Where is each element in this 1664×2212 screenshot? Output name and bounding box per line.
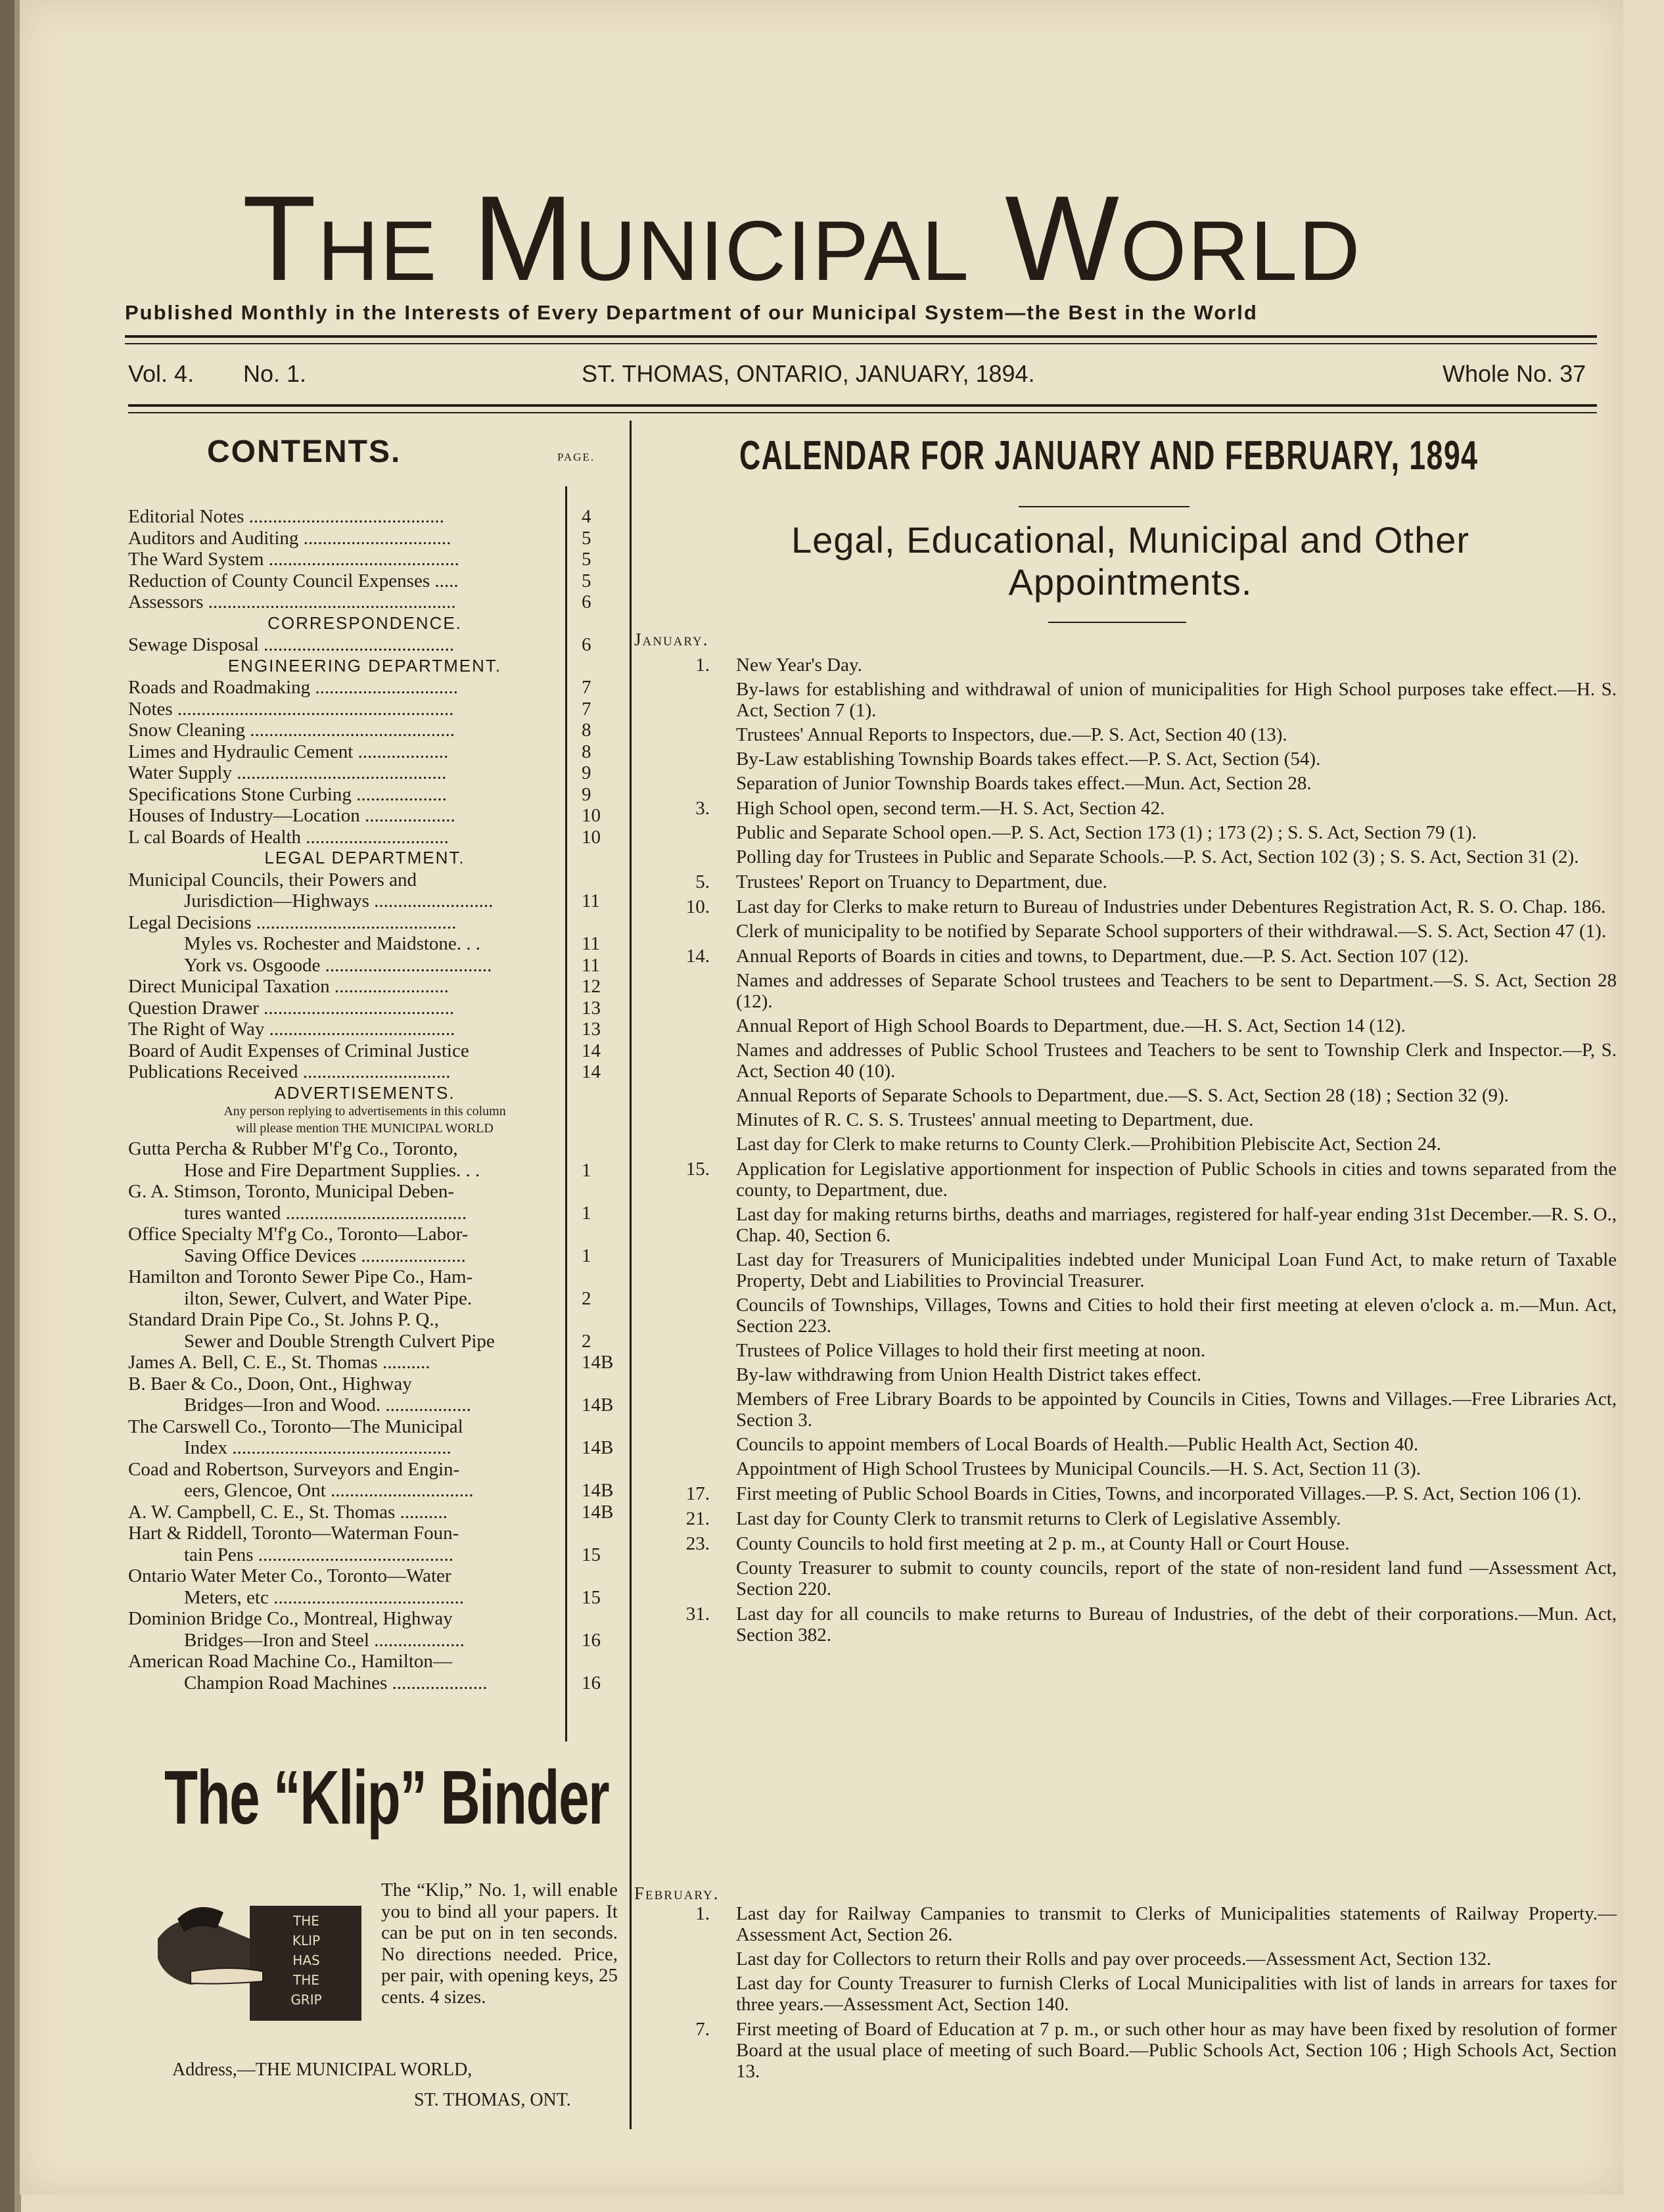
january-appointment: Separation of Junior Township Boards takes effect.—Mun. Act, Section 28. — [736, 773, 1312, 794]
contents-note: Any person replying to advertisements in this column — [223, 1104, 506, 1118]
february-entry — [683, 2019, 1617, 2082]
contents-entry-text: Snow Cleaning ........................................... — [128, 720, 455, 741]
contents-entry-text: Office Specialty M'f'g Co., Toronto—Labor- — [128, 1224, 469, 1245]
january-day: 23. — [685, 1533, 710, 1554]
january-appointment: High School open, second term.—H. S. Act, Section 42. — [736, 798, 1165, 819]
calendar-subtitle-line1: Legal, Educational, Municipal and Other — [791, 519, 1470, 561]
january-appointment: Trustees of Police Villages to hold their first meeting at noon. — [736, 1340, 1206, 1361]
contents-entry-page: 14B — [582, 1437, 614, 1458]
contents-entry-text: Legal Decisions .......................................... — [128, 911, 457, 933]
january-appointment: Names and addresses of Separate School trustees and Teachers to be sent to Department.—S. S. Act, Section 28 (12). — [736, 970, 1617, 1012]
contents-row — [128, 762, 601, 784]
contents-entry-page: 15 — [582, 1586, 601, 1608]
contents-row — [128, 1138, 601, 1160]
contents-entry-text: Reduction of County Council Expenses ..... — [128, 570, 459, 591]
contents-row — [128, 1373, 601, 1395]
contents-entry-page: 1 — [582, 1159, 591, 1181]
binder-text-1: THE — [293, 1913, 319, 1929]
contents-row — [128, 869, 601, 891]
binder-text-2: KLIP — [292, 1933, 321, 1948]
january-appointment: County Councils to hold first meeting at 2 p. m., at County Hall or Court House. — [736, 1533, 1350, 1554]
january-appointment: Polling day for Trustees in Public and Separate Schools.—P. S. Act, Section 102 (3) ; S. S. Act, Section 31 (2). — [736, 846, 1579, 867]
january-entry — [683, 798, 1617, 867]
column-divider — [630, 421, 632, 2129]
contents-entry-text: Ontario Water Meter Co., Toronto—Water — [128, 1565, 451, 1586]
contents-entry-page: 13 — [582, 1019, 601, 1040]
january-day: 21. — [685, 1508, 710, 1529]
contents-row — [128, 1480, 614, 1502]
contents-row — [128, 1523, 601, 1544]
issue-rule-thin — [128, 412, 1597, 413]
contents-entry-page: 14 — [582, 1061, 601, 1082]
contents-entry-page: 6 — [582, 634, 591, 655]
contents-section-heading: ADVERTISEMENTS. — [274, 1082, 455, 1103]
contents-entry-text: B. Baer & Co., Doon, Ont., Highway — [128, 1373, 412, 1394]
contents-row — [128, 1394, 614, 1416]
contents-row — [128, 528, 601, 549]
contents-entry-page: 8 — [582, 741, 591, 762]
klip-binder-description: The “Klip,” No. 1, will enable you to bind all your papers. It can be put on in ten seconds. No directions needed. Price, per pair, with opening keys, 25 cents. 4 sizes. — [381, 1879, 618, 2008]
contents-entry-page: 1 — [582, 1245, 591, 1266]
contents-entry-page: 15 — [582, 1544, 601, 1565]
binder-text-4: THE — [293, 1972, 319, 1988]
contents-entry-page: 11 — [582, 933, 600, 954]
binder-text-5: GRIP — [290, 1992, 322, 2008]
contents-entry-page: 14 — [582, 1040, 601, 1061]
contents-entry-page: 16 — [582, 1672, 601, 1694]
february-day: 7. — [695, 2019, 710, 2040]
january-appointment: Appointment of High School Trustees by Municipal Councils.—H. S. Act, Section 11 (3). — [736, 1458, 1421, 1479]
contents-entry-text: A. W. Campbell, C. E., St. Thomas .......... — [128, 1501, 448, 1523]
contents-entry-page: 13 — [582, 997, 601, 1019]
contents-entry-text: Board of Audit Expenses of Criminal Justice — [128, 1040, 469, 1061]
contents-entry-text: Champion Road Machines .................... — [184, 1672, 488, 1694]
january-appointment: Minutes of R. C. S. S. Trustees' annual meeting to Department, due. — [736, 1109, 1254, 1130]
contents-entry-page: 5 — [582, 570, 591, 591]
contents-entry-text: G. A. Stimson, Toronto, Municipal Deben- — [128, 1181, 455, 1202]
issue-rule — [128, 404, 1597, 407]
number-label: No. 1. — [243, 360, 307, 387]
contents-row — [128, 955, 601, 977]
contents-row — [128, 591, 601, 613]
january-day: 31. — [685, 1603, 710, 1624]
january-entry — [683, 1603, 1617, 1646]
contents-entry-text: Saving Office Devices ...................... — [184, 1245, 466, 1266]
contents-entry-page: 14B — [582, 1501, 614, 1523]
binder-text-3: HAS — [292, 1952, 320, 1968]
place-date: ST. THOMAS, ONTARIO, JANUARY, 1894. — [582, 360, 1035, 387]
february-entry — [683, 1903, 1617, 2015]
january-appointment: Councils of Townships, Villages, Towns and Cities to hold their first meeting at eleven o'clock a. m.—Mun. Act, Section 223. — [736, 1295, 1617, 1337]
contents-entry-text: eers, Glencoe, Ont .............................. — [184, 1480, 474, 1501]
february-day: 1. — [695, 1903, 710, 1924]
january-appointment: Last day for Clerk to make returns to County Clerk.—Prohibition Plebiscite Act, Section 24. — [736, 1134, 1441, 1155]
contents-entry-text: American Road Machine Co., Hamilton— — [128, 1651, 452, 1672]
masthead-tagline: Published Monthly in the Interests of Every Department of our Municipal System—the Best in the World — [125, 301, 1258, 324]
contents-row — [128, 933, 601, 955]
contents-entry-text: The Ward System ........................................ — [128, 549, 459, 570]
january-appointment: Last day for all councils to make returns to Bureau of Industries, of the debt of their corporations.—Mun. Act, Section 382. — [736, 1603, 1617, 1646]
contents-entry-text: Bridges—Iron and Steel ................... — [184, 1629, 465, 1651]
contents-row — [128, 1565, 601, 1587]
contents-entry-page: 2 — [582, 1330, 591, 1352]
contents-entry-page: 7 — [582, 677, 591, 698]
contents-entry-page: 6 — [582, 591, 591, 612]
contents-row — [128, 699, 601, 720]
contents-row — [128, 1416, 601, 1438]
klip-binder-illustration — [151, 1893, 368, 2031]
contents-row — [128, 1181, 601, 1203]
contents-row — [128, 1544, 601, 1566]
contents-entry-text: Sewage Disposal ........................................ — [128, 634, 455, 655]
contents-entry-text: Publications Received ............................... — [128, 1061, 451, 1082]
contents-row — [128, 1245, 601, 1267]
january-appointment: Clerk of municipality to be notified by Separate School supporters of their withdrawal.—S. S. Act, Section 47 (1). — [736, 921, 1607, 942]
january-appointment: Names and addresses of Public School Trustees and Teachers to be sent to Township Clerk and Inspector.—P, S. Act, Section 40 (10). — [736, 1040, 1617, 1082]
contents-section-heading: LEGAL DEPARTMENT. — [264, 848, 465, 867]
contents-entry-page: 16 — [582, 1629, 601, 1651]
january-appointment: Trustees' Annual Reports to Inspectors, due.—P. S. Act, Section 40 (13). — [736, 724, 1287, 745]
contents-entry-page: 8 — [582, 720, 591, 741]
contents-entry-text: Gutta Percha & Rubber M'f'g Co., Toronto, — [128, 1138, 458, 1159]
contents-entry-text: Index .............................................. — [184, 1437, 451, 1458]
january-appointment: Trustees' Report on Truancy to Department, due. — [736, 871, 1107, 892]
calendar-title: CALENDAR FOR JANUARY AND FEBRUARY, 1894 — [739, 433, 1479, 478]
january-day: 5. — [695, 871, 710, 892]
contents-row — [128, 634, 601, 656]
february-appointment: Last day for Railway Campanies to transmit to Clerks of Municipalities statements of Railway Property.—Assessment Act, Section 26. — [736, 1903, 1617, 1945]
contents-entry-text: The Carswell Co., Toronto—The Municipal — [128, 1416, 463, 1437]
contents-entry-page: 9 — [582, 783, 591, 805]
january-appointment: Members of Free Library Boards to be appointed by Councils in Cities, Towns and Villages.—Free Libraries Act, Section 3. — [736, 1389, 1617, 1431]
january-entry — [683, 896, 1617, 942]
contents-entry-text: James A. Bell, C. E., St. Thomas .......... — [128, 1352, 430, 1373]
contents-row — [128, 827, 601, 848]
contents-row — [128, 998, 601, 1019]
contents-row — [128, 1630, 601, 1651]
january-day: 14. — [685, 946, 710, 967]
contents-entry-text: Editorial Notes ......................................... — [128, 506, 444, 527]
contents-entry-page: 14B — [582, 1394, 614, 1416]
contents-entry-page: 5 — [582, 527, 591, 549]
contents-row — [128, 1203, 601, 1224]
contents-row — [128, 741, 601, 763]
contents-page-label: PAGE. — [557, 451, 595, 463]
contents-entry-page: 2 — [582, 1287, 591, 1309]
contents-row — [128, 912, 601, 934]
contents-row — [128, 1266, 601, 1288]
contents-row — [128, 1651, 601, 1672]
contents-row — [128, 1437, 614, 1459]
january-entry — [683, 946, 1617, 1155]
contents-list — [128, 506, 614, 1694]
contents-row — [128, 720, 601, 741]
january-day: 17. — [685, 1483, 710, 1504]
contents-row — [128, 1672, 601, 1694]
contents-title: CONTENTS. — [207, 434, 402, 469]
contents-entry-text: Hart & Riddell, Toronto—Waterman Foun- — [128, 1523, 459, 1544]
contents-entry-text: Specifications Stone Curbing ................... — [128, 783, 447, 805]
klip-address-city: ST. THOMAS, ONT. — [414, 2090, 571, 2110]
january-entry — [683, 1533, 1617, 1600]
calendar-subtitle-rule — [1048, 622, 1186, 623]
contents-entry-text: Notes .......................................................... — [128, 698, 454, 720]
contents-entry-text: Assessors .................................................... — [128, 591, 456, 612]
contents-row — [128, 506, 601, 528]
contents-row — [128, 570, 601, 592]
january-day: 15. — [685, 1159, 710, 1180]
calendar-subtitle — [631, 519, 1630, 603]
contents-entry-text: The Right of Way ....................................... — [128, 1019, 455, 1040]
contents-row — [128, 1501, 614, 1523]
january-appointment: Last day for making returns births, deaths and marriages, registered for half-year ending 31st December.—R. S. O., Chap. 40, Section 6. — [736, 1204, 1617, 1246]
contents-entry-text: Jurisdiction—Highways ......................... — [184, 890, 494, 911]
january-appointment: Last day for Clerks to make return to Bureau of Industries under Debentures Registration Act, R. S. O. Chap. 186. — [736, 896, 1606, 917]
february-label: February. — [634, 1883, 720, 1903]
contents-entry-text: Auditors and Auditing ............................... — [128, 527, 451, 549]
contents-entry-page: 12 — [582, 976, 601, 997]
contents-entry-text: Water Supply ............................................ — [128, 762, 447, 783]
contents-entry-page: 4 — [582, 506, 591, 527]
january-appointment: Annual Reports of Boards in cities and towns, to Department, due.—P. S. Act. Section 107 (12). — [736, 946, 1469, 967]
contents-row — [128, 1288, 601, 1310]
contents-entry-page: 9 — [582, 762, 591, 783]
tagline-rule — [125, 335, 1597, 338]
january-appointment: Last day for County Clerk to transmit returns to Clerk of Legislative Assembly. — [736, 1508, 1341, 1529]
contents-row — [128, 784, 601, 806]
contents-row — [128, 1608, 601, 1630]
contents-row — [128, 1352, 614, 1373]
contents-entry-text: Hamilton and Toronto Sewer Pipe Co., Ham- — [128, 1266, 473, 1287]
february-appointment: Last day for County Treasurer to furnish Clerks of Local Municipalities with list of lands in arrears for taxes for three years.—Assessment Act, Section 140. — [736, 1973, 1617, 2015]
contents-entry-page: 5 — [582, 549, 591, 570]
contents-entry-page: 10 — [582, 805, 601, 826]
january-calendar — [683, 655, 1617, 1649]
contents-entry-page: 10 — [582, 826, 601, 848]
contents-section-heading: CORRESPONDENCE. — [267, 612, 462, 633]
contents-row — [128, 1587, 601, 1609]
contents-row — [128, 805, 601, 827]
january-appointment: New Year's Day. — [736, 655, 862, 676]
january-entry — [683, 1483, 1617, 1504]
january-appointment: By-Law establishing Township Boards takes effect.—P. S. Act, Section (54). — [736, 749, 1321, 770]
contents-entry-page: 14B — [582, 1480, 614, 1501]
contents-entry-page: 11 — [582, 890, 600, 911]
contents-entry-text: Dominion Bridge Co., Montreal, Highway — [128, 1608, 453, 1629]
contents-entry-text: Direct Municipal Taxation ........................ — [128, 976, 449, 997]
january-day: 10. — [685, 896, 710, 917]
contents-row — [128, 1224, 601, 1245]
klip-address: Address,—THE MUNICIPAL WORLD, — [172, 2060, 473, 2080]
january-appointment: Councils to appoint members of Local Boards of Health.—Public Health Act, Section 40. — [736, 1434, 1419, 1455]
contents-row — [128, 549, 601, 570]
contents-entry-text: tain Pens ......................................... — [184, 1544, 454, 1565]
january-appointment: Annual Report of High School Boards to Department, due.—H. S. Act, Section 14 (12). — [736, 1015, 1406, 1036]
january-appointment: By-laws for establishing and withdrawal of union of municipalities for High School purposes take effect.—H. S. Act, Section 7 (1). — [736, 679, 1617, 721]
contents-entry-page: 1 — [582, 1202, 591, 1224]
contents-entry-page: 14B — [582, 1352, 614, 1373]
january-appointment: Application for Legislative apportionment for inspection of Public Schools in cities and towns separated from the county, to Department, due. — [736, 1159, 1617, 1201]
january-appointment: First meeting of Public School Boards in Cities, Towns, and incorporated Villages.—P. S. Act, Section 106 (1). — [736, 1483, 1582, 1504]
january-label: January. — [634, 630, 709, 649]
contents-entry-text: Question Drawer ........................................ — [128, 997, 455, 1019]
tagline-rule-thin — [125, 343, 1597, 344]
january-appointment: Annual Reports of Separate Schools to Department, due.—S. S. Act, Section 28 (18) ; Section 32 (9). — [736, 1085, 1509, 1106]
contents-entry-text: ilton, Sewer, Culvert, and Water Pipe. — [184, 1287, 473, 1309]
january-day: 3. — [695, 798, 710, 819]
january-appointment: Last day for Treasurers of Municipalities indebted under Municipal Loan Fund Act, to make return of Taxable Property, Debt and Liabilities to Provincial Treasurer. — [736, 1249, 1617, 1291]
masthead-title: The Municipal World — [242, 170, 1362, 306]
february-appointment: Last day for Collectors to return their Rolls and pay over proceeds.—Assessment Act, Section 132. — [736, 1948, 1492, 1970]
february-appointment: First meeting of Board of Education at 7 p. m., or such other hour as may have been fixed by resolution of former Board at the usual place of meeting of such Board.—Public Schools Act, Section 106 ; High Schools Act, Section 13. — [736, 2019, 1617, 2082]
contents-entry-text: Standard Drain Pipe Co., St. Johns P. Q., — [128, 1309, 439, 1330]
contents-row — [128, 1459, 601, 1481]
contents-entry-text: Bridges—Iron and Wood. .................. — [184, 1394, 471, 1416]
contents-row — [128, 1309, 601, 1331]
contents-entry-text: Houses of Industry—Location ................... — [128, 805, 455, 826]
contents-row — [128, 976, 601, 998]
volume-label: Vol. 4. — [128, 360, 195, 387]
klip-binder-title: The “Klip” Binder — [164, 1755, 609, 1840]
contents-entry-text: Municipal Councils, their Powers and — [128, 869, 417, 890]
contents-entry-text: York vs. Osgoode ................................... — [184, 954, 492, 976]
january-entry — [683, 1159, 1617, 1479]
january-appointment: Public and Separate School open.—P. S. Act, Section 173 (1) ; 173 (2) ; S. S. Act, Section 79 (1). — [736, 822, 1477, 843]
contents-row — [128, 677, 601, 699]
january-entry — [683, 655, 1617, 794]
contents-note: will please mention THE MUNICIPAL WORLD — [236, 1121, 494, 1136]
contents-entry-text: tures wanted ...................................... — [184, 1202, 467, 1224]
january-appointment: By-law withdrawing from Union Health District takes effect. — [736, 1364, 1202, 1385]
contents-row — [128, 890, 601, 912]
contents-row — [128, 1331, 601, 1352]
contents-row — [128, 1061, 601, 1083]
contents-entry-text: Limes and Hydraulic Cement ................... — [128, 741, 449, 762]
whole-number: Whole No. 37 — [1443, 360, 1586, 387]
contents-entry-text: Myles vs. Rochester and Maidstone. . . — [184, 933, 481, 954]
contents-entry-text: Coad and Robertson, Surveyors and Engin- — [128, 1458, 460, 1480]
january-appointment: County Treasurer to submit to county councils, report of the state of non-resident land fund —Assessment Act, Section 220. — [736, 1557, 1617, 1600]
contents-row — [128, 1160, 601, 1182]
january-entry — [683, 1508, 1617, 1529]
january-entry — [683, 871, 1617, 892]
calendar-title-rule — [1019, 506, 1190, 507]
contents-entry-page: 7 — [582, 698, 591, 720]
february-calendar — [683, 1903, 1617, 2086]
contents-row — [128, 1040, 601, 1062]
calendar-subtitle-line2: Appointments. — [1008, 561, 1253, 603]
contents-section-heading: ENGINEERING DEPARTMENT. — [227, 655, 502, 676]
contents-entry-text: Sewer and Double Strength Culvert Pipe — [184, 1330, 495, 1352]
contents-entry-text: Meters, etc ........................................ — [184, 1586, 465, 1608]
contents-entry-text: Hose and Fire Department Supplies. . . — [184, 1159, 480, 1181]
finger-icon — [191, 1968, 263, 1984]
contents-row — [128, 1019, 601, 1040]
contents-entry-page: 11 — [582, 954, 600, 976]
contents-entry-text: Roads and Roadmaking .............................. — [128, 677, 458, 698]
contents-entry-text: L cal Boards of Health .............................. — [128, 826, 449, 848]
january-day: 1. — [695, 655, 710, 676]
